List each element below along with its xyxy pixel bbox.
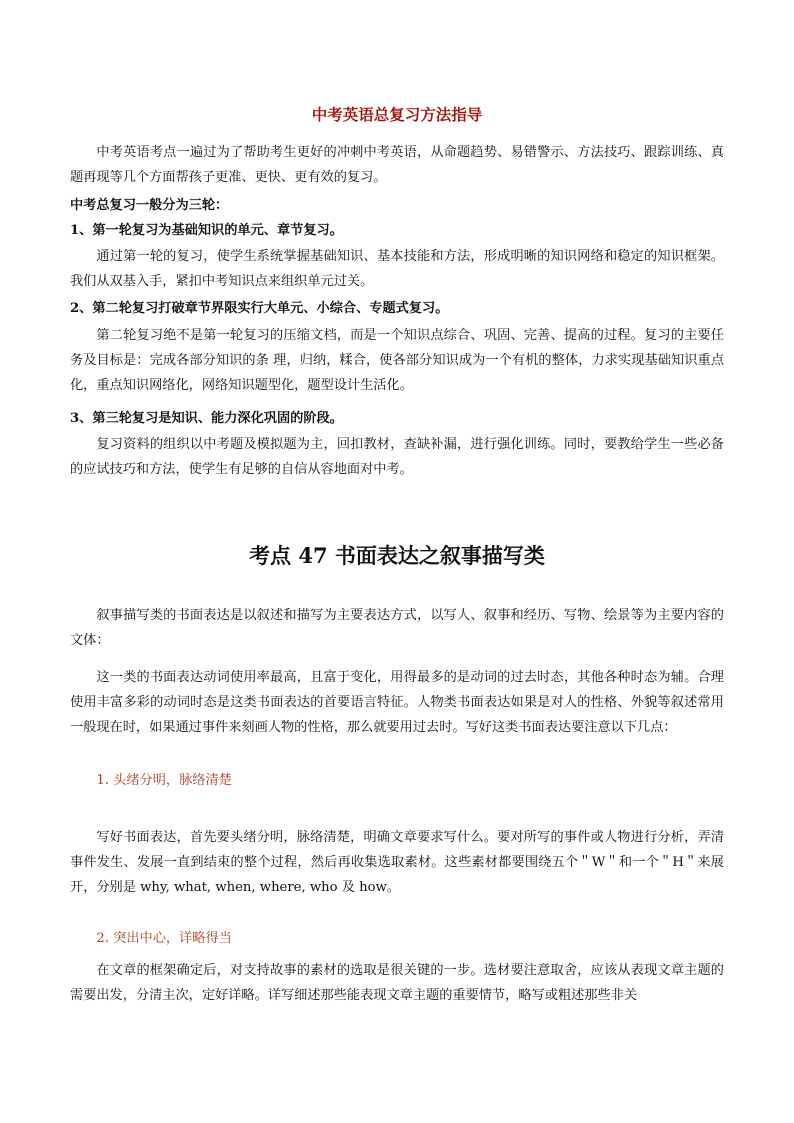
round3-paragraph: 复习资料的组织以中考题及模拟题为主，回扣教材，查缺补漏，进行强化训练。同时，要教给学生一些必备的应试技巧和方法，使学生有足够的自信从容地面对中考。	[70, 437, 724, 477]
point1-heading: 1. 头绪分明，脉络清楚	[96, 773, 232, 788]
round2-heading: 2、第二轮复习打破章节界限实行大单元、小综合、专题式复习。	[70, 301, 449, 316]
review-guide-title: 中考英语总复习方法指导	[311, 105, 483, 124]
review-intro-paragraph: 中考英语考点一遍过为了帮助考生更好的冲刺中考英语，从命题趋势、易错警示、方法技巧、跟踪训练、真题再现等几个方面帮孩子更准、更快、更有效的复习。	[70, 145, 724, 185]
point2-paragraph: 在文章的框架确定后，对支持故事的素材的选取是很关键的一步。选材要注意取舍，应该从表现文章主题的需要出发，分清主次，定好详略。详写细述那些能表现文章主题的重要情节，略写或粗述那些非关	[70, 963, 724, 1003]
point1-paragraph: 写好书面表达，首先要头绪分明，脉络清楚，明确文章要求写什么。要对所写的事件或人物进行分析，弄清事件发生、发展一直到结束的整个过程，然后再收集选取素材。这些素材都要围绕五个＂W＂和一个＂H＂来展开，分别是 why, what, when, where, who 及 how。	[70, 830, 724, 895]
topic-intro-paragraph: 叙事描写类的书面表达是以叙述和描写为主要表达方式，以写人、叙事和经历、写物、绘景等为主要内容的文体：	[70, 608, 724, 648]
round1-heading: 1、第一轮复习为基础知识的单元、章节复习。	[70, 223, 343, 238]
round2-paragraph: 第二轮复习绝不是第一轮复习的压缩文档，而是一个知识点综合、巩固、完善、提高的过程。复习的主要任务及目标是：完成各部分知识的条 理，归纳，糅合，使各部分知识成为一个有机的整体，力求实现基础知识重点化，重点知识网络化，网络知识题型化，题型设计生活化。	[70, 328, 724, 393]
verb-tense-paragraph: 这一类的书面表达动词使用率最高，且富于变化，用得最多的是动词的过去时态，其他各种时态为辅。合理使用丰富多彩的动词时态是这类书面表达的首要语言特征。人物类书面表达如果是对人的性格、外貌等叙述常用一般现在时，如果通过事件来刻画人物的性格，那么就要用过去时。写好这类书面表达要注意以下几点：	[70, 670, 724, 735]
three-rounds-heading: 中考总复习一般分为三轮：	[70, 198, 229, 213]
topic-title: 考点 47 书面表达之叙事描写类	[249, 543, 545, 568]
round3-heading: 3、第三轮复习是知识、能力深化巩固的阶段。	[70, 411, 343, 426]
point2-heading: 2. 突出中心，详略得当	[96, 931, 232, 946]
round1-paragraph: 通过第一轮的复习，使学生系统掌握基础知识、基本技能和方法，形成明晰的知识网络和稳定的知识框架。我们从双基入手，紧扣中考知识点来组织单元过关。	[70, 249, 724, 289]
